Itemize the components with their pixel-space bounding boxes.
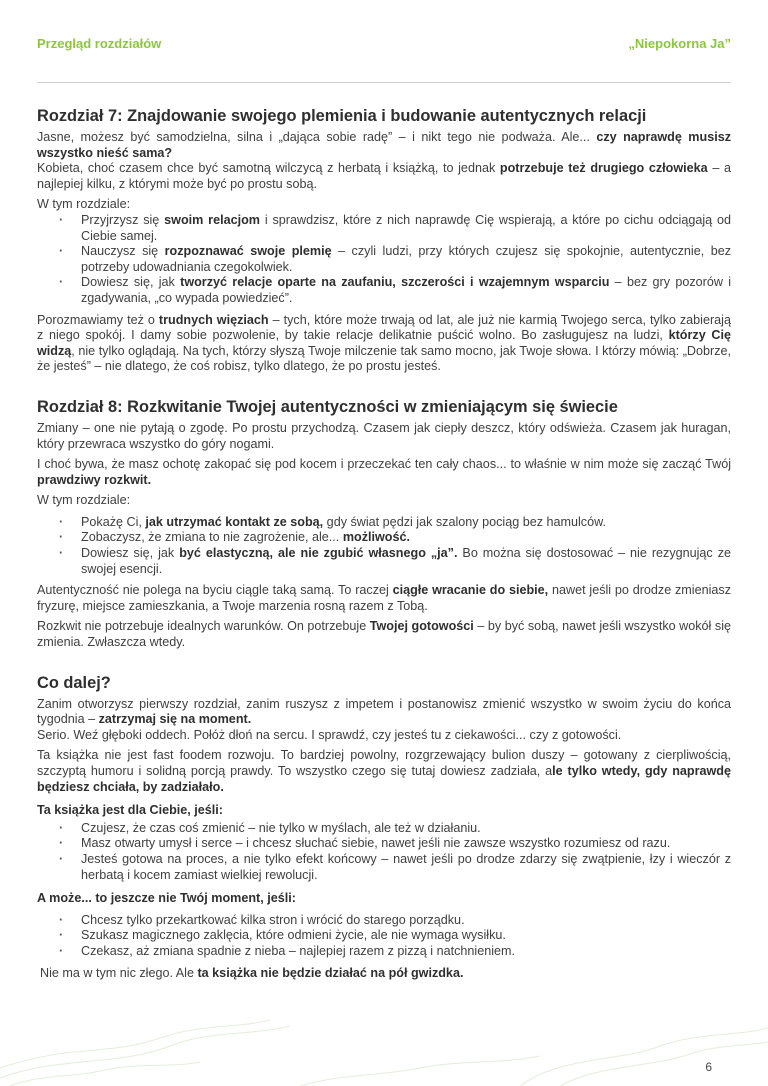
- text: Zanim otworzysz pierwszy rozdział, zanim ruszysz z impetem i postanowisz zmienić wszystko w swoim życiu do końca tygodnia –: [37, 696, 731, 727]
- text: Rozkwit nie potrzebuje idealnych warunków. On potrzebuje: [37, 619, 370, 634]
- bold-text: być elastyczną, ale nie zgubić własnego „ja”.: [179, 546, 458, 561]
- header-divider: [37, 82, 731, 83]
- text: i sprawdzisz, które z nich naprawdę Cię wspierają, a które po cichu odciągają od Ciebie samej.: [81, 212, 731, 243]
- bold-text: swoim relacjom: [164, 212, 260, 227]
- text: Zobaczysz, że zmiana to nie zagrożenie, ale...: [81, 530, 343, 545]
- next-steps-section: [37, 673, 731, 982]
- next-paragraph-2: Serio. Weź głęboki oddech. Połóż dłoń na sercu. I sprawdź, czy jesteś tu z ciekawości... czy z gotowości.: [37, 727, 622, 742]
- list-item: [81, 530, 731, 546]
- page-number: 6: [705, 1060, 712, 1074]
- chapter-8-paragraph-1: Zmiany – one nie pytają o zgodę. Po prostu przychodzą. Czasem jak ciepły deszcz, który odświeża. Czasem jak huragan, który przewraca wszystko do góry nogami.: [37, 420, 731, 451]
- bold-text: le tylko wtedy, gdy naprawdę będziesz chciała, by zadziałało.: [37, 764, 731, 794]
- not-yet-label: A może... to jeszcze nie Twój moment, jeśli:: [37, 891, 296, 906]
- running-header-right: „Niepokorna Ja”: [628, 36, 731, 51]
- next-paragraph-1: [37, 697, 731, 728]
- page-content: [37, 106, 731, 986]
- chapter-8-title: Rozdział 8: Rozkwitanie Twojej autentyczności w zmieniającym się świecie: [37, 397, 618, 416]
- text: Bo można się dostosować – nie rezygnując ze swojej esencji.: [81, 546, 731, 576]
- bold-text: ta książka nie będzie działać na pół gwizdka.: [197, 965, 464, 980]
- bold-text: którzy Cię widzą: [37, 328, 731, 358]
- chapter-8-paragraph-3: [37, 583, 731, 614]
- chapter-7-paragraph-2: [37, 161, 731, 192]
- list-item: · Chcesz tylko przekartkować kilka stron i wrócić do starego porządku.: [81, 913, 731, 929]
- text: Ta książka nie jest fast foodem rozwoju. To bardziej powolny, rozgrzewający bulion duszy – gotowany z cierpliwością, szczyptą humoru i solidną porcją prawdy. To wszystko czego się tutaj dowiesz zadziała, a: [37, 748, 731, 778]
- chapter-8-list: [37, 515, 731, 577]
- bold-text: ciągłe wracanie do siebie,: [392, 583, 549, 598]
- list-item: [81, 213, 731, 244]
- bold-text: tworzyć relacje oparte na zaufaniu, szczerości i wzajemnym wsparciu: [180, 275, 610, 290]
- text: – a najlepiej kilku, z którymi może być po prostu sobą.: [37, 161, 731, 191]
- list-item: [81, 275, 731, 306]
- next-paragraph-3: [37, 748, 731, 795]
- list-item: · Czujesz, że czas coś zmienić – nie tylko w myślach, ale też w działaniu.: [81, 821, 731, 837]
- text: gdy świat pędzi jak szalony pociąg bez hamulców.: [323, 514, 606, 529]
- text: I choć bywa, że masz ochotę zakopać się pod kocem i przeczekać ten cały chaos... to właśnie w nim może się zacząć Twój: [37, 457, 731, 472]
- for-you-label: Ta książka jest dla Ciebie, jeśli:: [37, 803, 223, 818]
- bold-text: prawdziwy rozkwit.: [37, 472, 152, 487]
- chapter-7-section: [37, 106, 731, 375]
- chapter-8-intro: W tym rozdziale:: [37, 493, 131, 508]
- list-item: [81, 515, 731, 531]
- text: Dowiesz się, jak: [81, 275, 181, 290]
- list-item: [81, 244, 731, 275]
- text: , nie tylko oglądają. Na tych, którzy słyszą Twoje milczenie tak samo mocno, jak Twoje słowa. I którzy mówią: „Dobrze, że jesteś” – nie dlatego, że coś robisz, tylko dlatego, że po prostu jesteś.: [37, 343, 731, 374]
- list-item: · Jesteś gotowa na proces, a nie tylko efekt końcowy – nawet jeśli po drodze zdarzy się zwątpienie, łzy i wieczór z herbatą i kocem zamiast wielkiej rewolucji.: [81, 852, 731, 883]
- running-header-left: Przegląd rozdziałów: [37, 36, 162, 51]
- bold-text: możliwość.: [342, 530, 410, 545]
- next-steps-title: Co dalej?: [37, 673, 111, 692]
- text: Przyjrzysz się: [81, 212, 165, 227]
- bold-text: Twojej gotowości: [369, 619, 474, 634]
- text: Pokażę Ci,: [81, 514, 146, 529]
- chapter-7-list: [37, 213, 731, 307]
- chapter-8-paragraph-4: [37, 619, 731, 650]
- bold-text: potrzebuje też drugiego człowieka: [499, 161, 708, 176]
- list-item: · Czekasz, aż zmiana spadnie z nieba – najlepiej razem z pizzą i natchnieniem.: [81, 944, 731, 960]
- text: Kobieta, choć czasem chce być samotną wilczycą z herbatą i książką, to jednak: [37, 161, 500, 176]
- decorative-contour-lines: [0, 1016, 768, 1086]
- list-item: [81, 546, 731, 577]
- closing-paragraph: [40, 966, 731, 982]
- text: Nie ma w tym nic złego. Ale: [40, 965, 198, 980]
- text: nawet jeśli po drodze zmieniasz fryzurę, miejsce zamieszkania, a Twoje marzenia rosną razem z Tobą.: [37, 583, 731, 613]
- chapter-7-paragraph-3: [37, 313, 731, 375]
- chapter-7-title: Rozdział 7: Znajdowanie swojego plemienia i budowanie autentycznych relacji: [37, 107, 647, 125]
- bold-text: zatrzymaj się na moment.: [98, 712, 252, 727]
- text: Autentyczność nie polega na byciu ciągle taką samą. To raczej: [37, 583, 393, 598]
- text: Nauczysz się: [81, 244, 165, 259]
- text: Dowiesz się, jak: [81, 546, 180, 561]
- list-item: · Szukasz magicznego zaklęcia, które odmieni życie, ale nie wymaga wysiłku.: [81, 928, 731, 944]
- bold-text: jak utrzymać kontakt ze sobą,: [145, 514, 324, 529]
- chapter-8-paragraph-2: [37, 457, 731, 488]
- chapter-8-section: [37, 397, 731, 651]
- text: – tych, które może trwają od lat, ale już nie karmią Twojego serca, tylko zabierają z niego spokój. I damy sobie pozwolenie, by takie relacje delikatnie puścić wolno. Bo zasługujesz na ludzi,: [37, 312, 731, 343]
- text: – by być sobą, nawet jeśli wszystko wokół się zmienia. Zwłaszcza wtedy.: [37, 619, 731, 650]
- bold-text: czy naprawdę musisz wszystko nieść sama?: [37, 130, 731, 160]
- text: – bez gry pozorów i zgadywania, „co wypada powiedzieć”.: [81, 275, 731, 305]
- chapter-7-intro: W tym rozdziale:: [37, 197, 131, 212]
- text: – czyli ludzi, przy których czujesz się spokojnie, autentycznie, bez potrzeby udowadniania czegokolwiek.: [81, 244, 731, 274]
- text: Jasne, możesz być samodzielna, silna i „dająca sobie radę” – i nikt tego nie podważa. Ale...: [37, 130, 597, 144]
- list-item: · Masz otwarty umysł i serce – i chcesz słuchać siebie, nawet jeśli nie zawsze wszystko rozumiesz od razu.: [81, 836, 731, 852]
- bold-text: trudnych więziach: [158, 312, 269, 327]
- bold-text: rozpoznawać swoje plemię: [164, 244, 332, 259]
- chapter-7-paragraph-1: [37, 130, 731, 161]
- not-yet-list: [37, 913, 731, 960]
- for-you-list: [37, 821, 731, 883]
- text: Porozmawiamy też o: [37, 312, 159, 327]
